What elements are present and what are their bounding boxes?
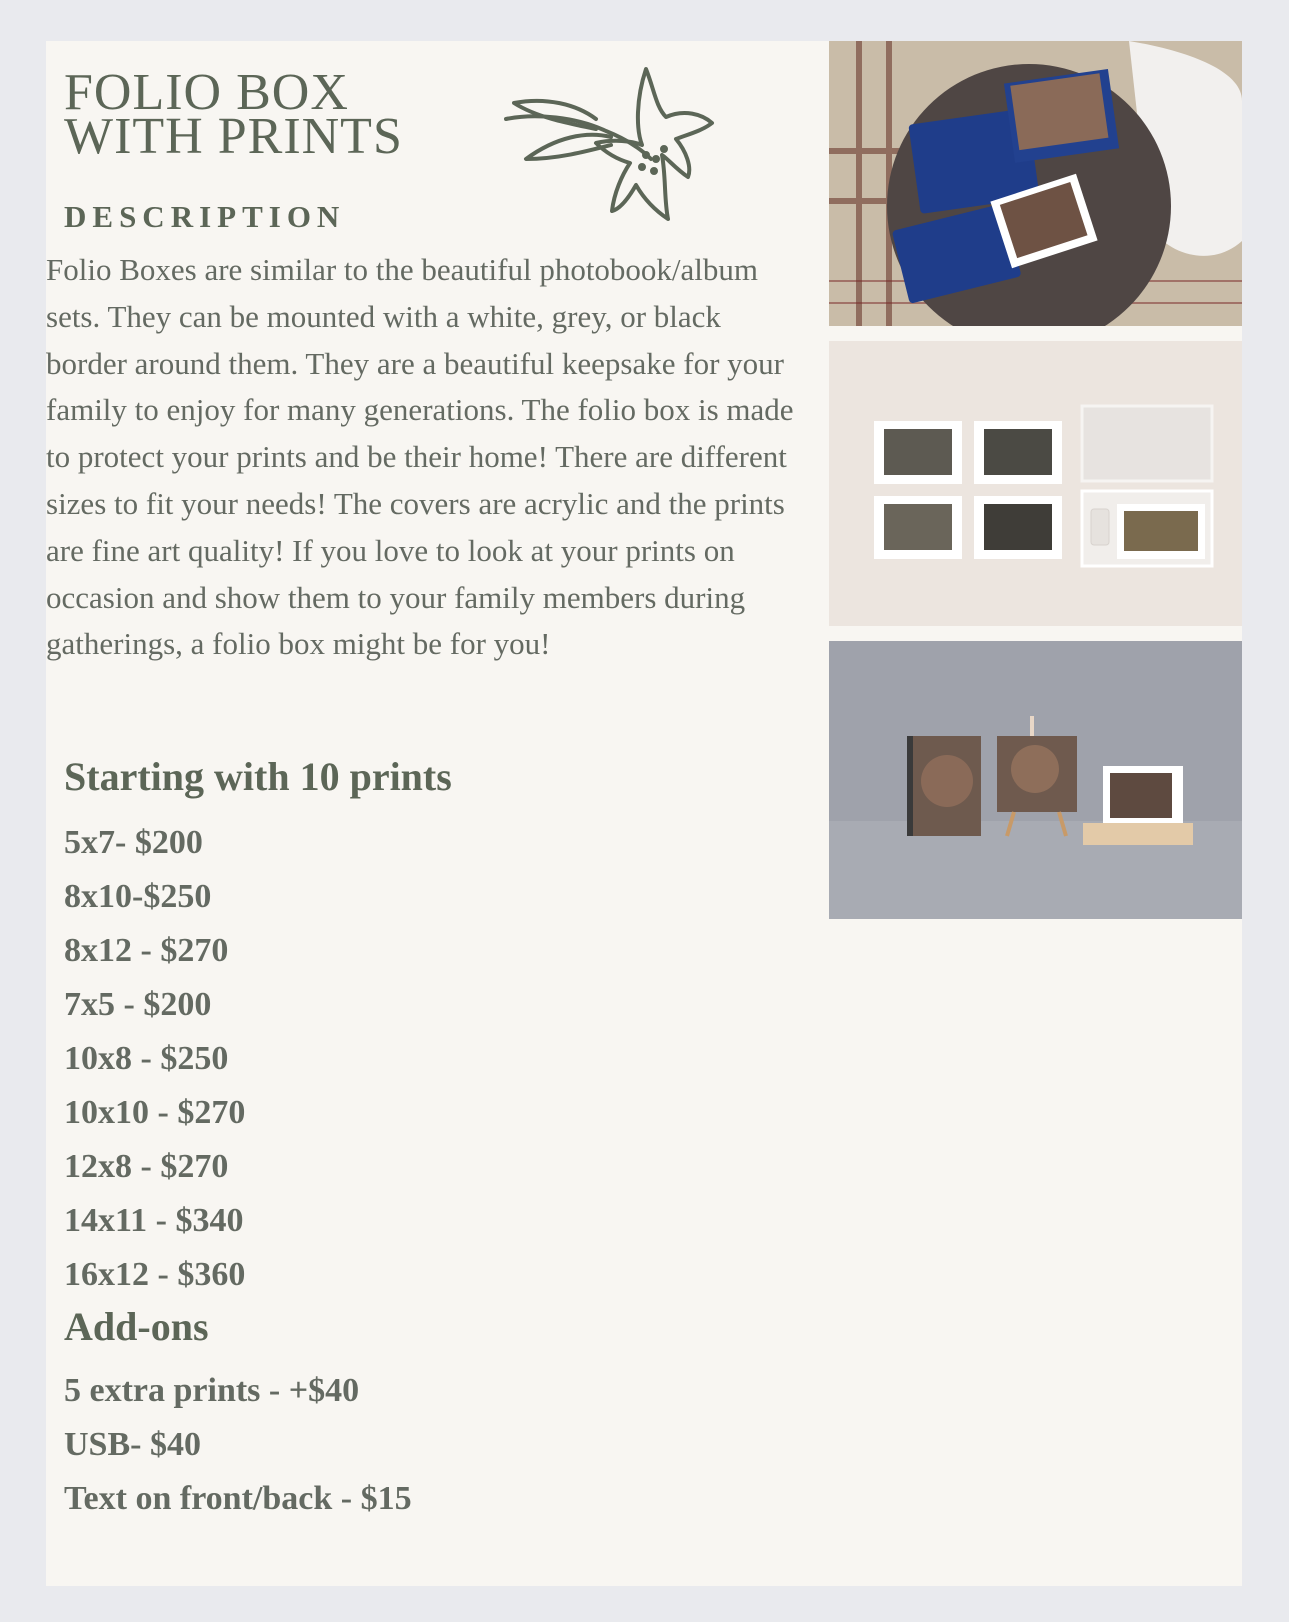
addon-item: Text on front/back - $15 xyxy=(64,1480,412,1517)
folio-box-white-photo xyxy=(829,341,1242,626)
price-item: 8x10-$250 xyxy=(64,878,212,915)
description-heading: DESCRIPTION xyxy=(64,199,346,234)
addons-heading: Add-ons xyxy=(64,1304,209,1349)
acrylic-prints-photo xyxy=(829,641,1242,919)
price-item: 10x8 - $250 xyxy=(64,1040,229,1077)
price-list xyxy=(64,816,245,1302)
price-item: 16x12 - $360 xyxy=(64,1256,246,1293)
addons-list xyxy=(64,1364,412,1526)
price-item: 8x12 - $270 xyxy=(64,932,229,969)
title-line-2: WITH PRINTS xyxy=(64,108,403,165)
price-item: 14x11 - $340 xyxy=(64,1202,244,1239)
addon-item: 5 extra prints - +$40 xyxy=(64,1372,360,1409)
description-text: Folio Boxes are similar to the beautiful photobook/album sets. They can be mounted with a white, grey, or black border around them. They are a beautiful keepsake for your family to enjoy for many generations. The folio box is made to protect your prints and be their home! There are different sizes to fit your needs! The covers are acrylic and the prints are fine art quality! If you love to look at your prints on occasion and show them to your family members during gatherings, a folio box might be for you! xyxy=(46,252,794,662)
price-item: 10x10 - $270 xyxy=(64,1094,246,1131)
lily-flower-icon xyxy=(496,59,736,234)
price-item: 7x5 - $200 xyxy=(64,986,212,1023)
title-line-1: FOLIO BOX xyxy=(64,64,349,121)
price-item: 5x7- $200 xyxy=(64,824,203,861)
price-item: 12x8 - $270 xyxy=(64,1148,229,1185)
page-title xyxy=(64,64,403,165)
pricing-heading: Starting with 10 prints xyxy=(64,754,452,799)
addon-item: USB- $40 xyxy=(64,1426,201,1463)
content-card xyxy=(46,41,1242,1586)
folio-box-blue-photo xyxy=(829,41,1242,326)
